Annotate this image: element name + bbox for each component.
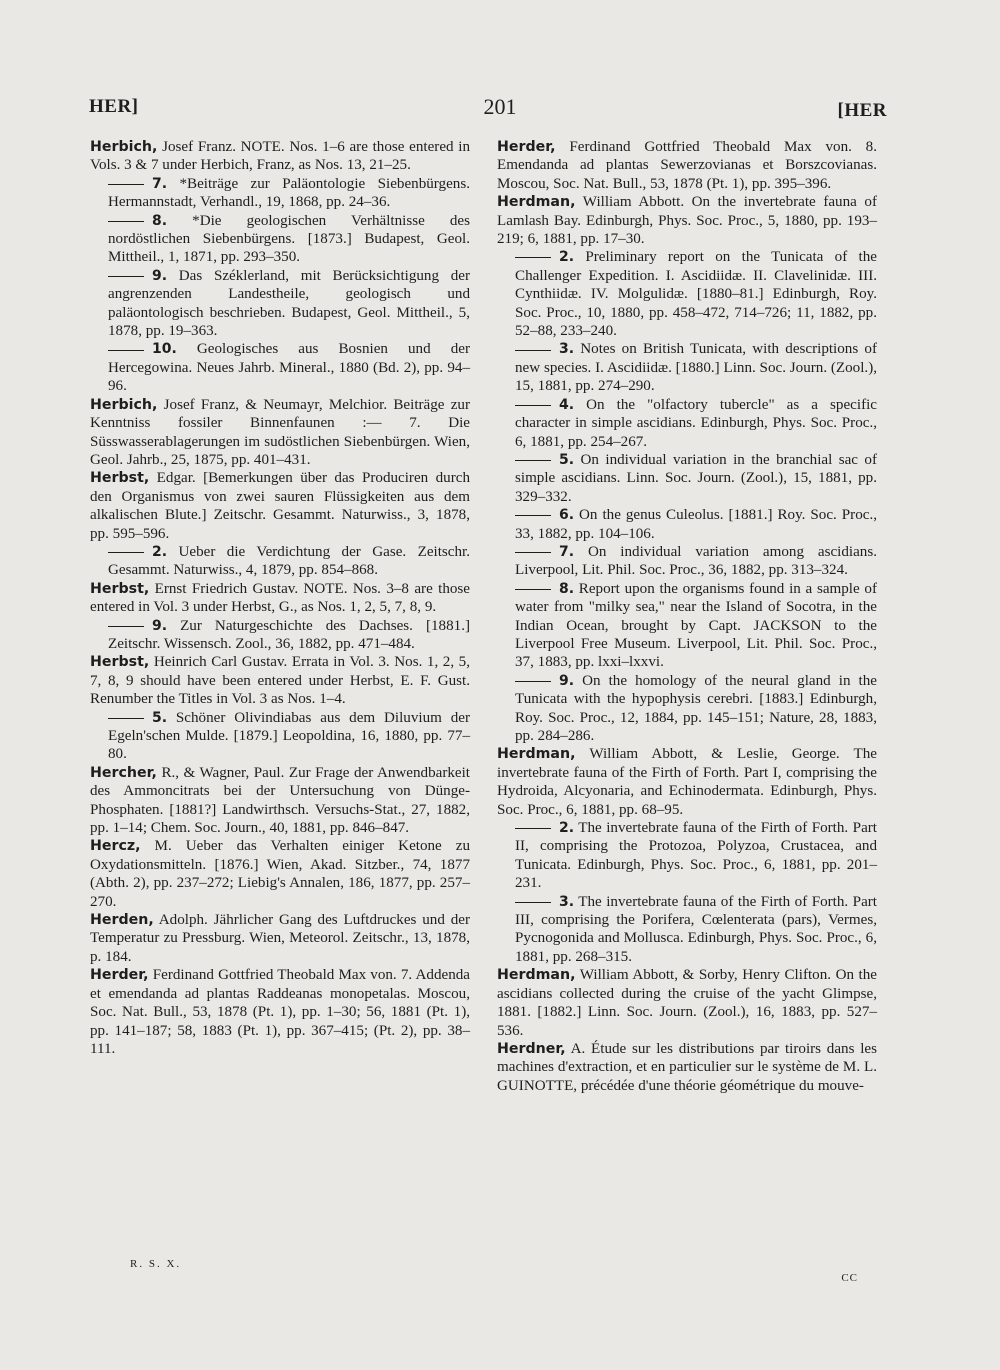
entry-number: 3. — [559, 893, 575, 910]
entry-number: 6. — [559, 507, 575, 524]
entry-text: Ernst Friedrich Gustav. NOTE. Nos. 3–8 are those entered in Vol. 3 under Herbst, G., as Nos. 1, 2, 5, 7, 8, 9. — [90, 580, 470, 616]
running-head-left: HER] — [89, 96, 139, 117]
entry-number: 4. — [559, 396, 575, 413]
ditto-rule — [515, 257, 551, 258]
author-heading: Herdman, — [497, 967, 576, 984]
bibliography-entry — [90, 580, 470, 617]
entry-text: On the "olfactory tubercle" as a specific character in simple ascidians. Edinburgh, Phys. Soc. Proc., 6, 1881, pp. 254–267. — [515, 396, 877, 450]
entry-text: Das Széklerland, mit Berücksichtigung der angrenzenden Landestheile, geologisch und paläontologisch beschrieben. Budapest, Geol. Mittheil., 5, 1878, pp. 19–363. — [108, 267, 470, 340]
entry-number: 5. — [559, 451, 575, 468]
page-number: 201 — [483, 94, 517, 119]
sub-entry — [497, 819, 877, 893]
ditto-rule — [515, 405, 551, 406]
ditto-rule — [515, 902, 551, 903]
ditto-rule — [108, 221, 144, 222]
author-heading: Herder, — [90, 967, 149, 984]
author-heading: Herder, — [497, 139, 556, 155]
bibliography-entry — [90, 469, 470, 543]
ditto-rule — [515, 681, 551, 682]
entry-number: 10. — [152, 341, 177, 358]
ditto-rule — [515, 515, 551, 516]
entry-number: 9. — [559, 672, 575, 689]
entry-text: M. Ueber das Verhalten einiger Ketone zu Oxydationsmitteln. [1876.] Wien, Akad. Sitzber., 74, 1877 (Abth. 2), pp. 237–272; Liebig's Annalen, 186, 1877, pp. 257–270. — [90, 838, 470, 910]
sub-entry — [90, 617, 470, 654]
author-heading: Herdner, — [497, 1040, 566, 1057]
sub-entry — [90, 175, 470, 212]
ditto-rule — [515, 350, 551, 351]
ditto-rule — [515, 828, 551, 829]
entry-text: On individual variation in the branchial sac of simple ascidians. Linn. Soc. Journ. (Zool.), 15, 1881, pp. 329–332. — [515, 451, 877, 505]
entry-text: Zur Naturgeschichte des Dachses. [1881.] Zeitschr. Wissensch. Zool., 36, 1882, pp. 471–484. — [108, 617, 470, 652]
bibliography-entry — [90, 837, 470, 911]
sub-entry — [497, 248, 877, 340]
bibliography-entry — [497, 1040, 877, 1095]
author-heading: Herbich, — [90, 396, 158, 413]
sub-entry — [90, 267, 470, 341]
running-head-right: [HER — [837, 100, 887, 121]
entry-text: Ferdinand Gottfried Theobald Max von. 8. Emendanda ad plantas Sewerzovianas et Borszcovianas. Moscou, Soc. Nat. Bull., 53, 1878 (Pt. 1), pp. 395–396. — [497, 139, 877, 192]
entry-text: The invertebrate fauna of the Firth of Forth. Part III, comprising the Porifera, Cœlenterata (pars), Vermes, Pycnogonida and Mollusca. Edinburgh, Phys. Soc. Proc., 6, 1881, pp. 268–315. — [515, 893, 877, 965]
signature-mark: R. S. X. — [130, 1258, 182, 1270]
entry-text: Ferdinand Gottfried Theobald Max von. 7. Addenda et emendanda ad plantas Raddeanas monopetalas. Moscou, Soc. Nat. Bull., 53, 1878 (Pt. 1), pp. 1–30; 56, 1881 (Pt. 1), pp. 141–187; 58, 1883 (Pt. 1), pp. 367–415; (Pt. 2), pp. 38–111. — [90, 967, 470, 1057]
bibliography-entry — [497, 193, 877, 248]
ditto-rule — [108, 552, 144, 553]
author-heading: Herbst, — [90, 470, 150, 487]
entry-text: Notes on British Tunicata, with descriptions of new species. I. Ascidiidæ. [1880.] Linn. Soc. Journ. (Zool.), 15, 1881, pp. 274–290. — [515, 341, 877, 395]
sub-entry — [497, 396, 877, 451]
entry-text: On individual variation among ascidians. Liverpool, Lit. Phil. Soc. Proc., 36, 1882, pp. 313–324. — [515, 543, 877, 579]
author-heading: Herbst, — [90, 580, 150, 597]
entry-text: On the genus Culeolus. [1881.] Roy. Soc. Proc., 33, 1882, pp. 104–106. — [515, 507, 877, 542]
entry-number: 2. — [152, 543, 168, 560]
sub-entry — [90, 212, 470, 267]
entry-text: Report upon the organisms found in a sample of water from "milky sea," near the Island of Socotra, in the Indian Ocean, brought by Capt. JACKSON to the Liverpool Free Museum. Liverpool, Lit. Phil. Soc. Proc., 37, 1883, pp. lxxi–lxxvi. — [515, 580, 877, 671]
entry-number: 9. — [152, 267, 168, 284]
sub-entry — [90, 340, 470, 395]
sub-entry — [497, 543, 877, 580]
bibliography-entry — [90, 138, 470, 175]
entry-text: Ueber die Verdichtung der Gase. Zeitschr. Gesammt. Naturwiss., 4, 1879, pp. 854–868. — [108, 543, 470, 579]
author-heading: Hercz, — [90, 838, 141, 855]
author-heading: Herden, — [90, 912, 154, 929]
bibliography-entry — [90, 911, 470, 966]
entry-text: William Abbott, & Sorby, Henry Clifton. On the ascidians collected during the cruise of the yacht Glimpse, 1881. [1882.] Linn. Soc. Journ. (Zool.), 16, 1883, pp. 527–536. — [497, 967, 877, 1039]
gathering-mark: CC — [841, 1272, 858, 1284]
entry-text: Schöner Olivindiabas aus dem Diluvium der Egeln'schen Mulde. [1879.] Leopoldina, 16, 1880, pp. 77–80. — [108, 709, 470, 763]
sub-entry — [497, 672, 877, 746]
entry-number: 9. — [152, 617, 168, 634]
entry-number: 7. — [559, 543, 575, 560]
ditto-rule — [108, 626, 144, 627]
sub-entry — [90, 543, 470, 580]
sub-entry — [497, 451, 877, 506]
ditto-rule — [108, 718, 144, 719]
entry-text: Josef Franz, & Neumayr, Melchior. Beiträge zur Kenntniss fossiler Binnenfaunen :— 7. Die Süsswasserablagerungen im sudöstlichen Siebenbürgen. Wien, Geol. Jahrb., 25, 1875, pp. 401–431. — [90, 396, 470, 468]
ditto-rule — [108, 350, 144, 351]
right-column — [497, 138, 877, 1095]
ditto-rule — [515, 589, 551, 590]
ditto-rule — [515, 552, 551, 553]
entry-text: William Abbott. On the invertebrate fauna of Lamlash Bay. Edinburgh, Phys. Soc. Proc., 5, 1880, pp. 193–219; 6, 1881, pp. 17–30. — [497, 194, 877, 248]
entry-text: A. Étude sur les distributions par tiroirs dans les machines d'extraction, et en particulier sur le système de M. L. GUINOTTE, précédée d'une théorie géométrique du mouve- — [497, 1040, 877, 1094]
entry-text: *Die geologischen Verhältnisse des nordöstlichen Siebenbürgens. [1873.] Budapest, Geol. Mittheil., 1, 1871, pp. 293–350. — [108, 212, 470, 266]
entry-number: 8. — [559, 580, 575, 597]
sub-entry — [497, 893, 877, 967]
bibliography-entry — [497, 138, 877, 193]
entry-text: Adolph. Jährlicher Gang des Luftdruckes und der Temperatur zu Pressburg. Wien, Meteorol. Zeitschr., 13, 1878, p. 184. — [90, 912, 470, 965]
bibliography-entry — [497, 745, 877, 819]
author-heading: Hercher, — [90, 764, 157, 781]
entry-text: Geologisches aus Bosnien und der Hercegowina. Neues Jahrb. Mineral., 1880 (Bd. 2), pp. 94–96. — [108, 341, 470, 395]
entry-text: On the homology of the neural gland in the Tunicata with the hypophysis cerebri. [1883.] Edinburgh, Roy. Soc. Proc., 12, 1884, pp. 145–151; Nature, 28, 1883, pp. 284–286. — [515, 672, 877, 744]
entry-text: Preliminary report on the Tunicata of the Challenger Expedition. I. Ascidiidæ. II. Clavelinidæ. III. Cynthiidæ. IV. Molgulidæ. [1880–81.] Edinburgh, Roy. Soc. Proc., 10, 1880, pp. 458–472, 714–726; 11, 1882, pp. 52–88, 233–240. — [515, 249, 877, 340]
sub-entry — [497, 506, 877, 543]
author-heading: Herbst, — [90, 654, 150, 671]
entry-text: Heinrich Carl Gustav. Errata in Vol. 3. Nos. 1, 2, 5, 7, 8, 9 should have been entered under Herbst, E. F. Gust. Renumber the Titles in Vol. 3 as Nos. 1–4. — [90, 654, 470, 708]
ditto-rule — [108, 184, 144, 185]
entry-number: 8. — [152, 212, 168, 229]
entry-number: 7. — [152, 175, 168, 192]
bibliography-entry — [497, 966, 877, 1040]
ditto-rule — [108, 276, 144, 277]
entry-text: William Abbott, & Leslie, George. The invertebrate fauna of the Firth of Forth. Part I, comprising the Hydroida, Alcyonaria, and Echinodermata. Edinburgh, Phys. Soc. Proc., 6, 1881, pp. 68–95. — [497, 746, 877, 818]
ditto-rule — [515, 460, 551, 461]
entry-text: Edgar. [Bemerkungen über das Produciren durch den Organismus von zwei sauren Flüssigkeiten aus dem alkalischen Blute.] Zeitschr. Gesammt. Naturwiss., 3, 1878, pp. 595–596. — [90, 470, 470, 542]
entry-text: R., & Wagner, Paul. Zur Frage der Anwendbarkeit des Ammoncitrats bei der Untersuchung von Dünge-Phosphaten. [1881?] Landwirthsch. Versuchs-Stat., 27, 1882, pp. 1–14; Chem. Soc. Journ., 40, 1881, pp. 846–847. — [90, 764, 470, 837]
left-column — [90, 138, 470, 1058]
entry-text: The invertebrate fauna of the Firth of Forth. Part II, comprising the Protozoa, Polyzoa, Crustacea, and Tunicata. Edinburgh, Phys. Soc. Proc., 6, 1881, pp. 201–231. — [515, 820, 877, 892]
entry-number: 2. — [559, 820, 575, 837]
entry-text: *Beiträge zur Paläontologie Siebenbürgens. Hermannstadt, Verhandl., 19, 1868, pp. 24–36. — [108, 175, 470, 211]
author-heading: Herbich, — [90, 139, 158, 155]
sub-entry — [90, 709, 470, 764]
entry-text: Josef Franz. NOTE. Nos. 1–6 are those entered in Vols. 3 & 7 under Herbich, Franz, as Nos. 13, 21–25. — [90, 139, 470, 174]
bibliography-entry — [90, 764, 470, 838]
sub-entry — [497, 580, 877, 672]
entry-number: 3. — [559, 341, 575, 358]
entry-number: 5. — [152, 709, 168, 726]
bibliography-entry — [90, 966, 470, 1058]
sub-entry — [497, 340, 877, 395]
entry-number: 2. — [559, 249, 575, 266]
author-heading: Herdman, — [497, 194, 576, 211]
bibliography-entry — [90, 396, 470, 470]
author-heading: Herdman, — [497, 746, 576, 763]
bibliography-entry — [90, 653, 470, 708]
